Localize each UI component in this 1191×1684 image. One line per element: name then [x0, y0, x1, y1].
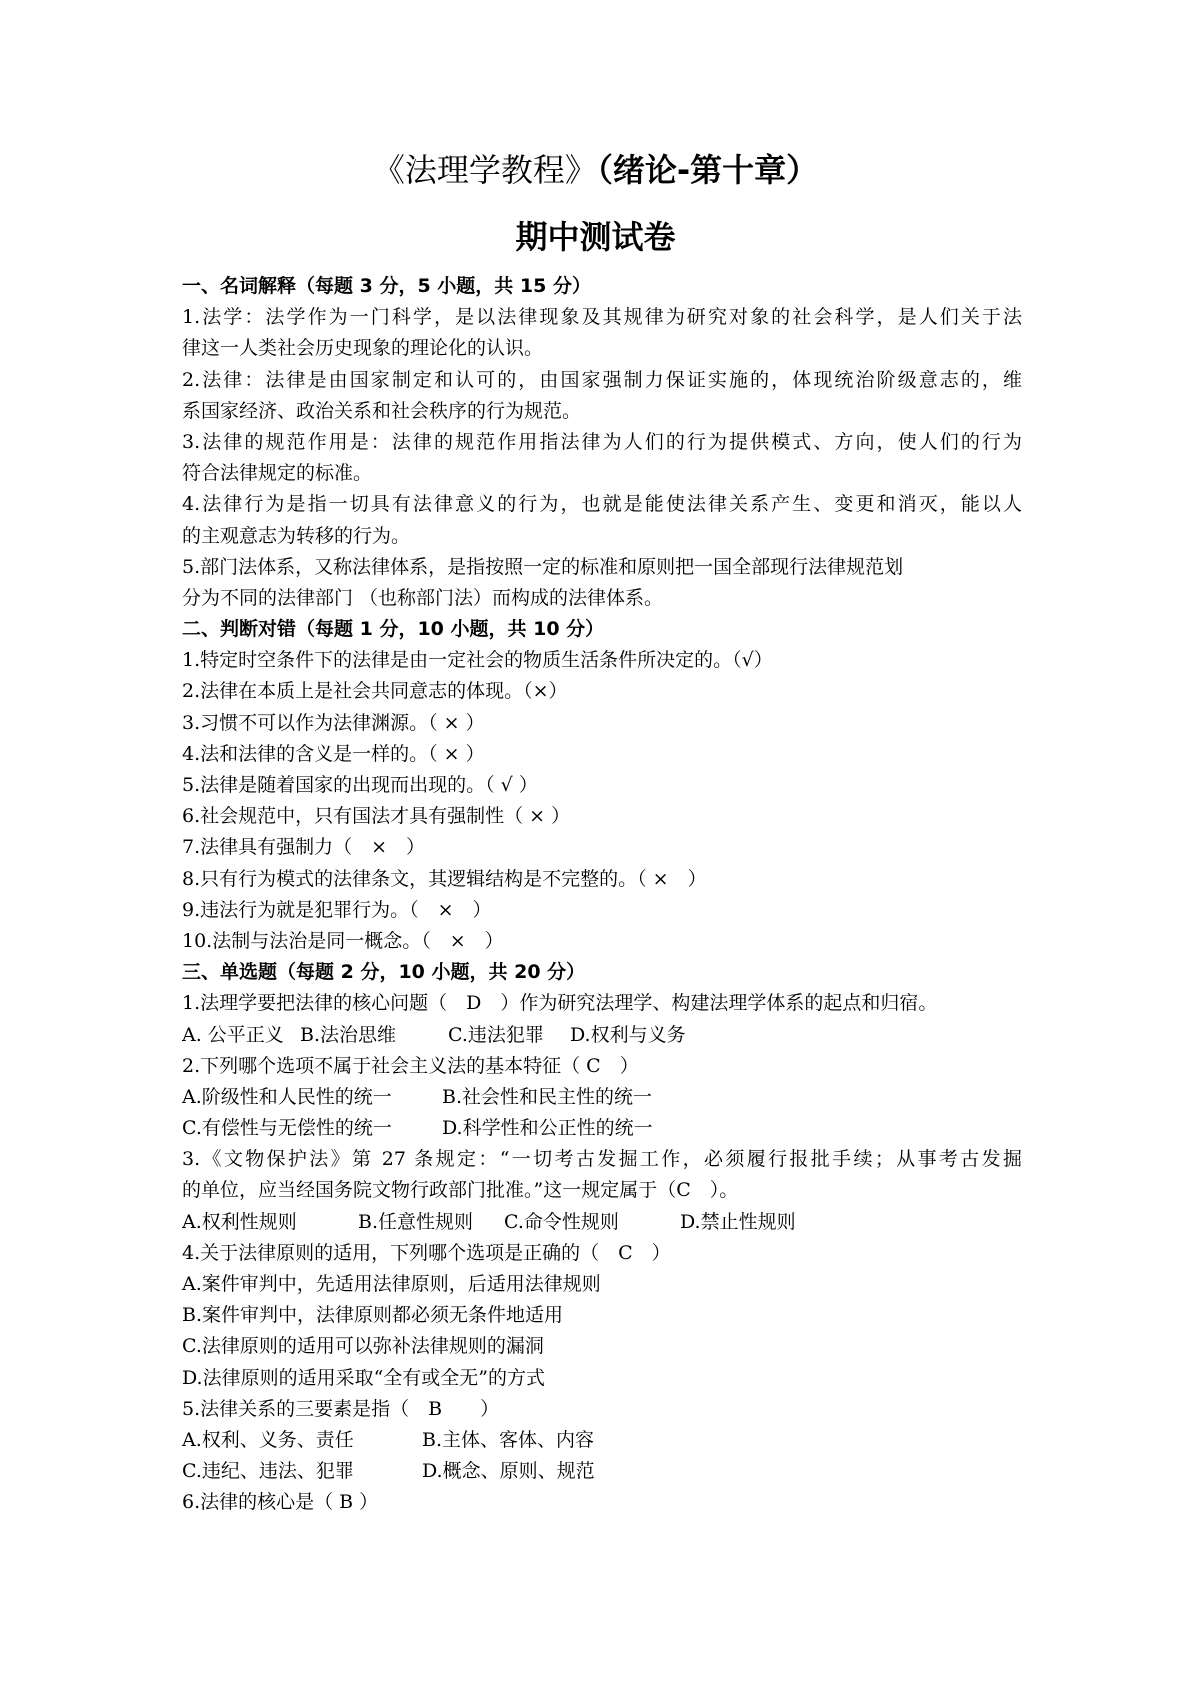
title-chapter: （绪论-第十章） — [596, 151, 819, 189]
option: A.阶级性和人民性的统一 — [182, 1085, 392, 1108]
question-stem: 1.法理学要把法律的核心问题（ D ）作为研究法理学、构建法理学体系的起点和归宿。 — [182, 992, 938, 1015]
option: C.命令性规则 — [504, 1210, 619, 1233]
option-row: D.法律原则的适用采取“全有或全无”的方式 — [182, 1366, 546, 1389]
document-body — [182, 271, 1022, 1519]
option-row — [182, 1207, 1022, 1238]
true-false-item: 5.法律是随着国家的出现而出现的。（ √ ） — [182, 774, 538, 796]
question-stem: 5.法律关系的三要素是指（ B ） — [182, 1397, 500, 1420]
question-stem: 的单位，应当经国务院文物行政部门批准。”这一规定属于（C ）。 — [182, 1179, 739, 1202]
option: B.主体、客体、内容 — [422, 1428, 595, 1451]
paragraph-line: 1.法学：法学作为一门科学，是以法律现象及其规律为研究对象的社会科学，是人们关于法 — [182, 306, 1022, 329]
option-row — [182, 1020, 1022, 1051]
option: A.权利、义务、责任 — [182, 1428, 354, 1451]
option: D.概念、原则、规范 — [422, 1460, 595, 1483]
document-title — [0, 148, 1191, 192]
option-row: C.法律原则的适用可以弥补法律规则的漏洞 — [182, 1335, 544, 1358]
section-heading: 一、名词解释（每题 3 分，5 小题，共 15 分） — [182, 275, 591, 297]
option: D.禁止性规则 — [680, 1210, 796, 1233]
true-false-item: 10.法制与法治是同一概念。（ × ） — [182, 929, 504, 952]
option: D.科学性和公正性的统一 — [442, 1117, 653, 1140]
paragraph-line: 3.法律的规范作用是：法律的规范作用指法律为人们的行为提供模式、方向，使人们的行为 — [182, 430, 1022, 453]
section-heading: 三、单选题（每题 2 分，10 小题，共 20 分） — [182, 961, 586, 984]
section-heading: 二、判断对错（每题 1 分，10 小题，共 10 分） — [182, 618, 605, 641]
option-row — [182, 1113, 1022, 1144]
true-false-item: 6.社会规范中，只有国法才具有强制性（ × ） — [182, 805, 571, 828]
true-false-item: 8.只有行为模式的法律条文，其逻辑结构是不完整的。（ × ） — [182, 867, 707, 890]
option-row: B.案件审判中，法律原则都必须无条件地适用 — [182, 1304, 564, 1327]
question-stem: 3.《文物保护法》第 27 条规定：“一切考古发掘工作，必须履行报批手续；从事考古发掘 — [182, 1148, 1022, 1171]
true-false-item: 1.特定时空条件下的法律是由一定社会的物质生活条件所决定的。（√） — [182, 649, 773, 672]
true-false-item: 3.习惯不可以作为法律渊源。（ × ） — [182, 711, 485, 734]
option-row — [182, 1425, 1022, 1456]
question-stem: 4.关于法律原则的适用，下列哪个选项是正确的（ C ） — [182, 1241, 671, 1264]
option: A. 公平正义 — [182, 1023, 284, 1046]
true-false-item: 4.法和法律的含义是一样的。（ × ） — [182, 742, 485, 765]
option: B.法治思维 — [300, 1023, 397, 1046]
true-false-item: 7.法律具有强制力（ × ） — [182, 836, 426, 859]
true-false-item: 2.法律在本质上是社会共同意志的体现。（×） — [182, 680, 568, 703]
option: B.社会性和民主性的统一 — [442, 1085, 653, 1108]
document-subtitle: 期中测试卷 — [515, 218, 676, 256]
paragraph-line: 律这一人类社会历史现象的理论化的认识。 — [182, 337, 544, 360]
option: D.权利与义务 — [570, 1023, 686, 1046]
paragraph-line: 的主观意志为转移的行为。 — [182, 524, 411, 547]
question-stem: 6.法律的核心是（ B ） — [182, 1491, 379, 1514]
option: C.违法犯罪 — [448, 1023, 544, 1046]
paragraph-line: 系国家经济、政治关系和社会秩序的行为规范。 — [182, 399, 582, 422]
paragraph-line: 4.法律行为是指一切具有法律意义的行为，也就是能使法律关系产生、变更和消灭，能以人 — [182, 493, 1022, 516]
option: A.权利性规则 — [182, 1210, 297, 1233]
true-false-item: 9.违法行为就是犯罪行为。（ × ） — [182, 898, 492, 921]
paragraph-line: 分为不同的法律部门 （也称部门法）而构成的法律体系。 — [182, 586, 664, 609]
paragraph-line: 5.部门法体系，又称法律体系，是指按照一定的标准和原则把一国全部现行法律规范划 — [182, 555, 904, 578]
title-book: 《法理学教程》 — [372, 151, 597, 189]
option: B.任意性规则 — [358, 1210, 474, 1233]
option: C.有偿性与无偿性的统一 — [182, 1117, 392, 1140]
option-row — [182, 1456, 1022, 1487]
paragraph-line: 符合法律规定的标准。 — [182, 462, 373, 485]
option-row — [182, 1082, 1022, 1113]
question-stem: 2.下列哪个选项不属于社会主义法的基本特征（ C ） — [182, 1054, 639, 1077]
paragraph-line: 2.法律：法律是由国家制定和认可的，由国家强制力保证实施的，体现统治阶级意志的，维 — [182, 368, 1022, 391]
option-row: A.案件审判中，先适用法律原则，后适用法律规则 — [182, 1273, 601, 1295]
option: C.违纪、违法、犯罪 — [182, 1460, 354, 1483]
